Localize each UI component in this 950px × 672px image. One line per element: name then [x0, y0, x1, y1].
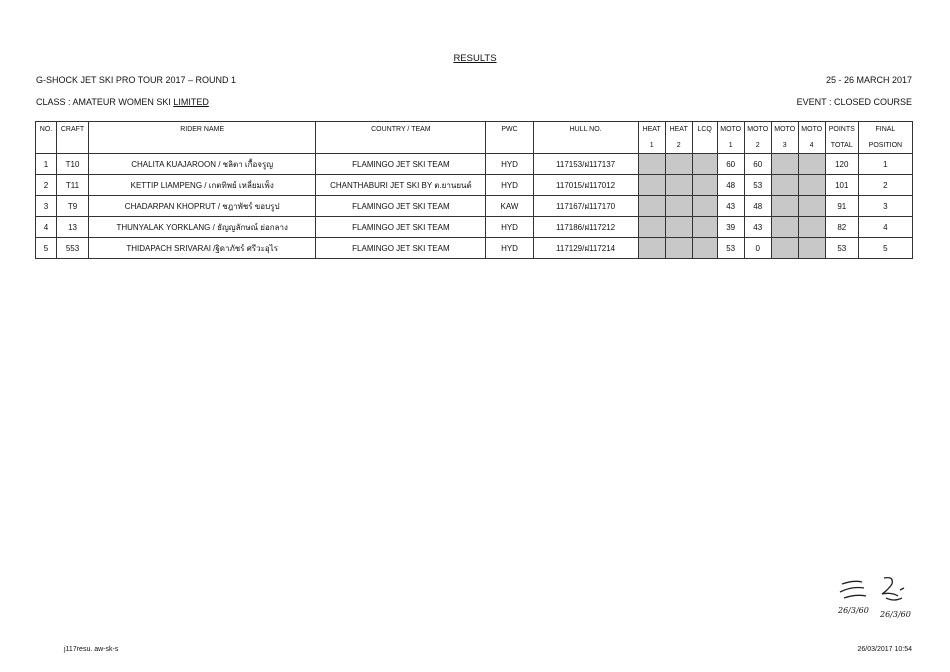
- signature-2-date: 26/3/60: [880, 610, 911, 619]
- results-table: [35, 121, 913, 259]
- col-heat-1: HEAT: [638, 122, 665, 138]
- col-moto-2-num: 2: [744, 137, 771, 154]
- col-heat-2: HEAT: [665, 122, 692, 138]
- cell-pwc: HYD: [486, 217, 533, 238]
- table-row: [36, 217, 913, 238]
- cell-moto-4: [798, 196, 825, 217]
- cell-heat-2: [665, 154, 692, 175]
- cell-moto-3: [771, 196, 798, 217]
- cell-rider: CHADARPAN KHOPRUT / ชฎาพัชร์ ขอบรูป: [89, 196, 316, 217]
- class-label: [36, 97, 209, 107]
- cell-moto-2: 0: [744, 238, 771, 259]
- cell-team: CHANTHABURI JET SKI BY ต.ยานยนต์: [316, 175, 486, 196]
- col-moto-2: MOTO: [744, 122, 771, 138]
- cell-no: 3: [36, 196, 57, 217]
- cell-hull: 117153/ฝ117137: [533, 154, 638, 175]
- page-title: RESULTS: [453, 53, 497, 64]
- col-moto-1-num: 1: [717, 137, 744, 154]
- cell-heat-2: [665, 217, 692, 238]
- cell-moto-2: 48: [744, 196, 771, 217]
- cell-no: 4: [36, 217, 57, 238]
- cell-moto-1: 48: [717, 175, 744, 196]
- cell-moto-4: [798, 217, 825, 238]
- col-points-total: TOTAL: [825, 137, 858, 154]
- cell-rider: CHALITA KUAJAROON / ชลิตา เกื้อจรูญ: [89, 154, 316, 175]
- cell-heat-2: [665, 196, 692, 217]
- class-suffix: LIMITED: [173, 97, 209, 107]
- cell-pwc: HYD: [486, 154, 533, 175]
- cell-no: 5: [36, 238, 57, 259]
- cell-moto-2: 43: [744, 217, 771, 238]
- cell-total: 82: [825, 217, 858, 238]
- cell-lcq: [692, 238, 717, 259]
- cell-hull: 117186/ฝ117212: [533, 217, 638, 238]
- cell-heat-2: [665, 238, 692, 259]
- col-moto-4-num: 4: [798, 137, 825, 154]
- col-moto-3-num: 3: [771, 137, 798, 154]
- class-prefix: CLASS : AMATEUR WOMEN SKI: [36, 97, 174, 107]
- cell-moto-1: 39: [717, 217, 744, 238]
- cell-team: FLAMINGO JET SKI TEAM: [316, 196, 486, 217]
- cell-craft: 553: [57, 238, 89, 259]
- cell-pwc: HYD: [486, 175, 533, 196]
- cell-no: 1: [36, 154, 57, 175]
- cell-hull: 117167/ฝ117170: [533, 196, 638, 217]
- cell-total: 91: [825, 196, 858, 217]
- col-heat-1-num: 1: [638, 137, 665, 154]
- cell-team: FLAMINGO JET SKI TEAM: [316, 154, 486, 175]
- cell-lcq: [692, 196, 717, 217]
- cell-lcq: [692, 175, 717, 196]
- cell-rider: THIDAPACH SRIVARAI /ฐิดาภัชร์ ศรีวะอุไร: [89, 238, 316, 259]
- cell-moto-2: 60: [744, 154, 771, 175]
- cell-hull: 117015/ฝ117012: [533, 175, 638, 196]
- cell-team: FLAMINGO JET SKI TEAM: [316, 238, 486, 259]
- cell-moto-4: [798, 154, 825, 175]
- table-row: [36, 175, 913, 196]
- cell-heat-1: [638, 217, 665, 238]
- col-no: NO.: [36, 122, 57, 138]
- cell-moto-4: [798, 175, 825, 196]
- col-rider: RIDER NAME: [89, 122, 316, 138]
- col-hull: HULL NO.: [533, 122, 638, 138]
- event-dates: 25 - 26 MARCH 2017: [825, 75, 912, 85]
- cell-craft: T11: [57, 175, 89, 196]
- cell-hull: 117129/ฝ117214: [533, 238, 638, 259]
- col-heat-2-num: 2: [665, 137, 692, 154]
- cell-moto-1: 60: [717, 154, 744, 175]
- cell-rider: THUNYALAK YORKLANG / ธัญญลักษณ์ ย่อกลาง: [89, 217, 316, 238]
- cell-craft: T10: [57, 154, 89, 175]
- header-row-bottom: [36, 137, 913, 154]
- cell-craft: T9: [57, 196, 89, 217]
- col-moto-3: MOTO: [771, 122, 798, 138]
- cell-heat-1: [638, 154, 665, 175]
- cell-heat-2: [665, 175, 692, 196]
- cell-moto-4: [798, 238, 825, 259]
- event-type: EVENT : CLOSED COURSE: [796, 97, 912, 107]
- cell-position: 2: [858, 175, 912, 196]
- col-craft: CRAFT: [57, 122, 89, 138]
- cell-total: 120: [825, 154, 858, 175]
- cell-position: 5: [858, 238, 912, 259]
- cell-heat-1: [638, 196, 665, 217]
- cell-total: 53: [825, 238, 858, 259]
- cell-moto-3: [771, 217, 798, 238]
- signature-1-date: 26/3/60: [838, 606, 869, 615]
- cell-team: FLAMINGO JET SKI TEAM: [316, 217, 486, 238]
- cell-moto-2: 53: [744, 175, 771, 196]
- cell-lcq: [692, 217, 717, 238]
- table-row: [36, 196, 913, 217]
- cell-moto-1: 43: [717, 196, 744, 217]
- col-pwc: PWC: [486, 122, 533, 138]
- cell-pwc: HYD: [486, 238, 533, 259]
- col-final: FINAL: [858, 122, 912, 138]
- cell-total: 101: [825, 175, 858, 196]
- footer-timestamp: 26/03/2017 10:54: [857, 646, 912, 653]
- cell-moto-3: [771, 154, 798, 175]
- cell-position: 1: [858, 154, 912, 175]
- cell-moto-3: [771, 175, 798, 196]
- col-points: POINTS: [825, 122, 858, 138]
- cell-position: 4: [858, 217, 912, 238]
- col-moto-1: MOTO: [717, 122, 744, 138]
- col-country: COUNTRY / TEAM: [316, 122, 486, 138]
- table-row: [36, 154, 913, 175]
- footer-file-code: j117resu. aw-sk-s: [64, 646, 119, 653]
- cell-no: 2: [36, 175, 57, 196]
- cell-lcq: [692, 154, 717, 175]
- cell-rider: KETTIP LIAMPENG / เกตทิพย์ เหลี่ยมเพ็ง: [89, 175, 316, 196]
- cell-heat-1: [638, 238, 665, 259]
- event-name: G-SHOCK JET SKI PRO TOUR 2017 – ROUND 1: [36, 75, 237, 85]
- cell-moto-1: 53: [717, 238, 744, 259]
- cell-heat-1: [638, 175, 665, 196]
- col-moto-4: MOTO: [798, 122, 825, 138]
- table-row: [36, 238, 913, 259]
- col-lcq: LCQ: [692, 122, 717, 138]
- col-final-position: POSITION: [858, 137, 912, 154]
- cell-moto-3: [771, 238, 798, 259]
- header-row-top: [36, 122, 913, 138]
- cell-craft: 13: [57, 217, 89, 238]
- cell-pwc: KAW: [486, 196, 533, 217]
- cell-position: 3: [858, 196, 912, 217]
